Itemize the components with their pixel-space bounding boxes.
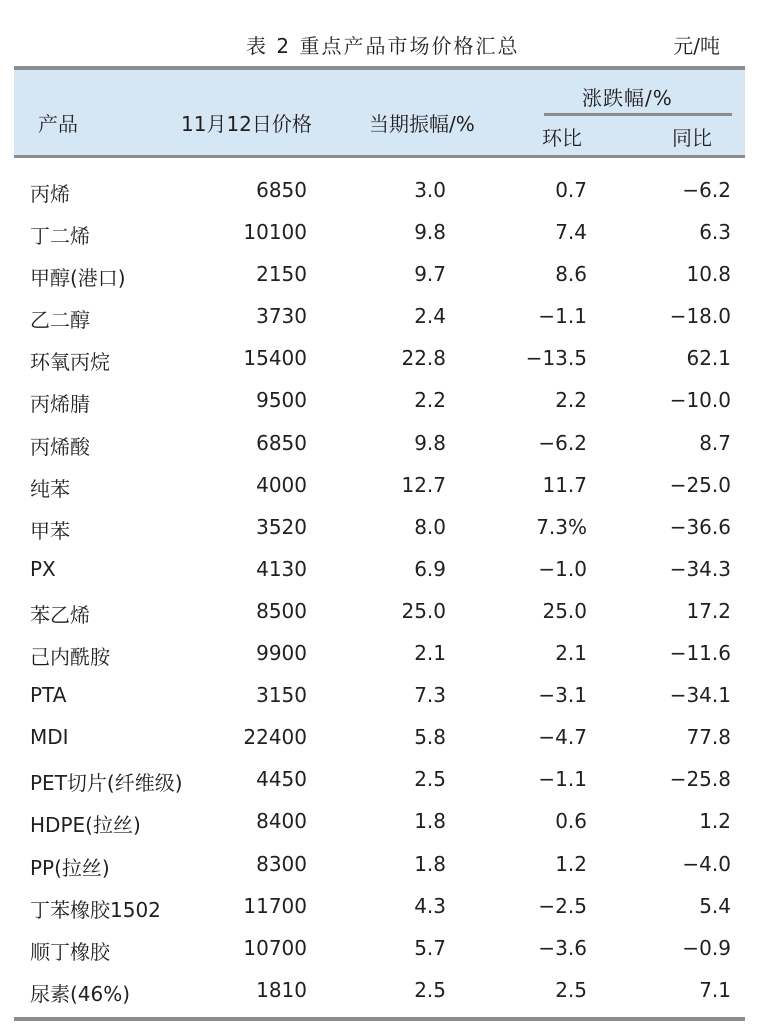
table-row xyxy=(14,380,745,422)
cell-price: 4000 xyxy=(256,472,307,497)
table-row xyxy=(14,338,745,380)
table-row xyxy=(14,465,745,507)
cell-mom: 2.5 xyxy=(555,977,587,1002)
cell-yoy: 5.4 xyxy=(699,893,731,918)
header-yoy: 同比 xyxy=(672,126,712,150)
table-row xyxy=(14,423,745,465)
cell-price: 4450 xyxy=(256,767,307,792)
cell-product: 丙烯腈 xyxy=(30,392,90,417)
cell-amplitude: 6.9 xyxy=(414,556,446,581)
cell-price: 1810 xyxy=(256,977,307,1002)
cell-yoy: 62.1 xyxy=(686,346,731,371)
table-row xyxy=(14,886,745,928)
cell-yoy: 7.1 xyxy=(699,977,731,1002)
cell-mom: 11.7 xyxy=(542,472,587,497)
cell-product: PX xyxy=(30,556,56,581)
table-row xyxy=(14,801,745,843)
header-product: 产品 xyxy=(38,112,78,136)
cell-product: 顺丁橡胶 xyxy=(30,939,110,964)
cell-yoy: −34.3 xyxy=(669,556,731,581)
cell-yoy: 6.3 xyxy=(699,220,731,245)
cell-mom: −13.5 xyxy=(525,346,587,371)
cell-product: MDI xyxy=(30,725,69,750)
cell-mom: 8.6 xyxy=(555,262,587,287)
cell-mom: −3.6 xyxy=(538,935,587,960)
cell-product: 丙烯酸 xyxy=(30,434,90,459)
header-sub-rule xyxy=(544,113,732,116)
header-change: 涨跌幅/% xyxy=(582,86,673,110)
cell-product: PTA xyxy=(30,683,67,708)
cell-price: 8400 xyxy=(256,809,307,834)
cell-yoy: −0.9 xyxy=(682,935,731,960)
cell-product: 乙二醇 xyxy=(30,308,90,333)
cell-yoy: 77.8 xyxy=(686,725,731,750)
table-unit: 元/吨 xyxy=(673,34,720,58)
cell-price: 2150 xyxy=(256,262,307,287)
cell-product: 苯乙烯 xyxy=(30,602,90,627)
table-row xyxy=(14,170,745,212)
cell-amplitude: 9.8 xyxy=(414,430,446,455)
header-amplitude: 当期振幅/% xyxy=(369,112,475,136)
table-row xyxy=(14,633,745,675)
cell-mom: 2.2 xyxy=(555,388,587,413)
cell-amplitude: 4.3 xyxy=(414,893,446,918)
cell-mom: 1.2 xyxy=(555,851,587,876)
cell-yoy: 17.2 xyxy=(686,598,731,623)
cell-yoy: 1.2 xyxy=(699,809,731,834)
cell-mom: −2.5 xyxy=(538,893,587,918)
cell-amplitude: 1.8 xyxy=(414,809,446,834)
cell-amplitude: 12.7 xyxy=(401,472,446,497)
table-row xyxy=(14,717,745,759)
cell-yoy: −18.0 xyxy=(669,304,731,329)
cell-yoy: −36.6 xyxy=(669,514,731,539)
cell-price: 3150 xyxy=(256,683,307,708)
table-row xyxy=(14,212,745,254)
cell-price: 9500 xyxy=(256,388,307,413)
table-row xyxy=(14,507,745,549)
table-row xyxy=(14,675,745,717)
header-price: 11月12日价格 xyxy=(181,112,312,136)
table-row xyxy=(14,970,745,1012)
cell-price: 15400 xyxy=(243,346,307,371)
cell-amplitude: 9.7 xyxy=(414,262,446,287)
cell-yoy: 8.7 xyxy=(699,430,731,455)
cell-product: 甲醇(港口) xyxy=(30,266,126,291)
cell-amplitude: 5.7 xyxy=(414,935,446,960)
cell-amplitude: 5.8 xyxy=(414,725,446,750)
cell-amplitude: 22.8 xyxy=(401,346,446,371)
cell-product: PET切片(纤维级) xyxy=(30,771,183,796)
cell-yoy: −11.6 xyxy=(669,641,731,666)
cell-product: 丙烯 xyxy=(30,182,70,206)
cell-price: 10700 xyxy=(243,935,307,960)
table-header xyxy=(14,70,745,155)
cell-mom: −4.7 xyxy=(538,725,587,750)
table-row xyxy=(14,928,745,970)
cell-price: 6850 xyxy=(256,178,307,202)
cell-mom: 0.7 xyxy=(555,178,587,202)
cell-amplitude: 1.8 xyxy=(414,851,446,876)
cell-amplitude: 25.0 xyxy=(401,598,446,623)
price-table xyxy=(14,66,745,1012)
table-row xyxy=(14,591,745,633)
cell-price: 8300 xyxy=(256,851,307,876)
table-body xyxy=(14,158,745,1012)
cell-mom: −1.1 xyxy=(538,767,587,792)
cell-yoy: −10.0 xyxy=(669,388,731,413)
table-row xyxy=(14,759,745,801)
cell-yoy: −6.2 xyxy=(682,178,731,202)
header-mom: 环比 xyxy=(542,126,582,150)
table-row xyxy=(14,549,745,591)
cell-yoy: −4.0 xyxy=(682,851,731,876)
cell-mom: 25.0 xyxy=(542,598,587,623)
cell-mom: −6.2 xyxy=(538,430,587,455)
cell-mom: 7.3% xyxy=(536,514,587,539)
table-caption xyxy=(0,30,768,60)
cell-price: 11700 xyxy=(243,893,307,918)
cell-product: HDPE(拉丝) xyxy=(30,813,141,838)
table-title: 表 2 重点产品市场价格汇总 xyxy=(246,34,520,58)
cell-product: 己内酰胺 xyxy=(30,645,110,670)
cell-yoy: −25.8 xyxy=(669,767,731,792)
cell-amplitude: 2.1 xyxy=(414,641,446,666)
cell-amplitude: 9.8 xyxy=(414,220,446,245)
cell-product: 尿素(46%) xyxy=(30,981,131,1006)
cell-price: 6850 xyxy=(256,430,307,455)
cell-yoy: −25.0 xyxy=(669,472,731,497)
cell-price: 8500 xyxy=(256,598,307,623)
cell-product: PP(拉丝) xyxy=(30,855,110,880)
cell-yoy: −34.1 xyxy=(669,683,731,708)
table-row xyxy=(14,844,745,886)
cell-price: 4130 xyxy=(256,556,307,581)
cell-mom: 0.6 xyxy=(555,809,587,834)
cell-amplitude: 2.4 xyxy=(414,304,446,329)
cell-yoy: 10.8 xyxy=(686,262,731,287)
cell-mom: 2.1 xyxy=(555,641,587,666)
cell-price: 22400 xyxy=(243,725,307,750)
cell-product: 纯苯 xyxy=(30,476,70,501)
cell-mom: −3.1 xyxy=(538,683,587,708)
cell-amplitude: 2.5 xyxy=(414,767,446,792)
table-row xyxy=(14,296,745,338)
cell-price: 9900 xyxy=(256,641,307,666)
cell-product: 丁苯橡胶1502 xyxy=(30,897,161,922)
cell-amplitude: 3.0 xyxy=(414,178,446,202)
cell-price: 10100 xyxy=(243,220,307,245)
cell-mom: 7.4 xyxy=(555,220,587,245)
table-row xyxy=(14,254,745,296)
bottom-rule xyxy=(14,1017,745,1021)
cell-amplitude: 2.2 xyxy=(414,388,446,413)
cell-amplitude: 7.3 xyxy=(414,683,446,708)
cell-product: 丁二烯 xyxy=(30,224,90,249)
cell-mom: −1.0 xyxy=(538,556,587,581)
cell-amplitude: 2.5 xyxy=(414,977,446,1002)
cell-product: 甲苯 xyxy=(30,518,70,543)
cell-amplitude: 8.0 xyxy=(414,514,446,539)
cell-price: 3730 xyxy=(256,304,307,329)
cell-mom: −1.1 xyxy=(538,304,587,329)
cell-price: 3520 xyxy=(256,514,307,539)
cell-product: 环氧丙烷 xyxy=(30,350,110,375)
